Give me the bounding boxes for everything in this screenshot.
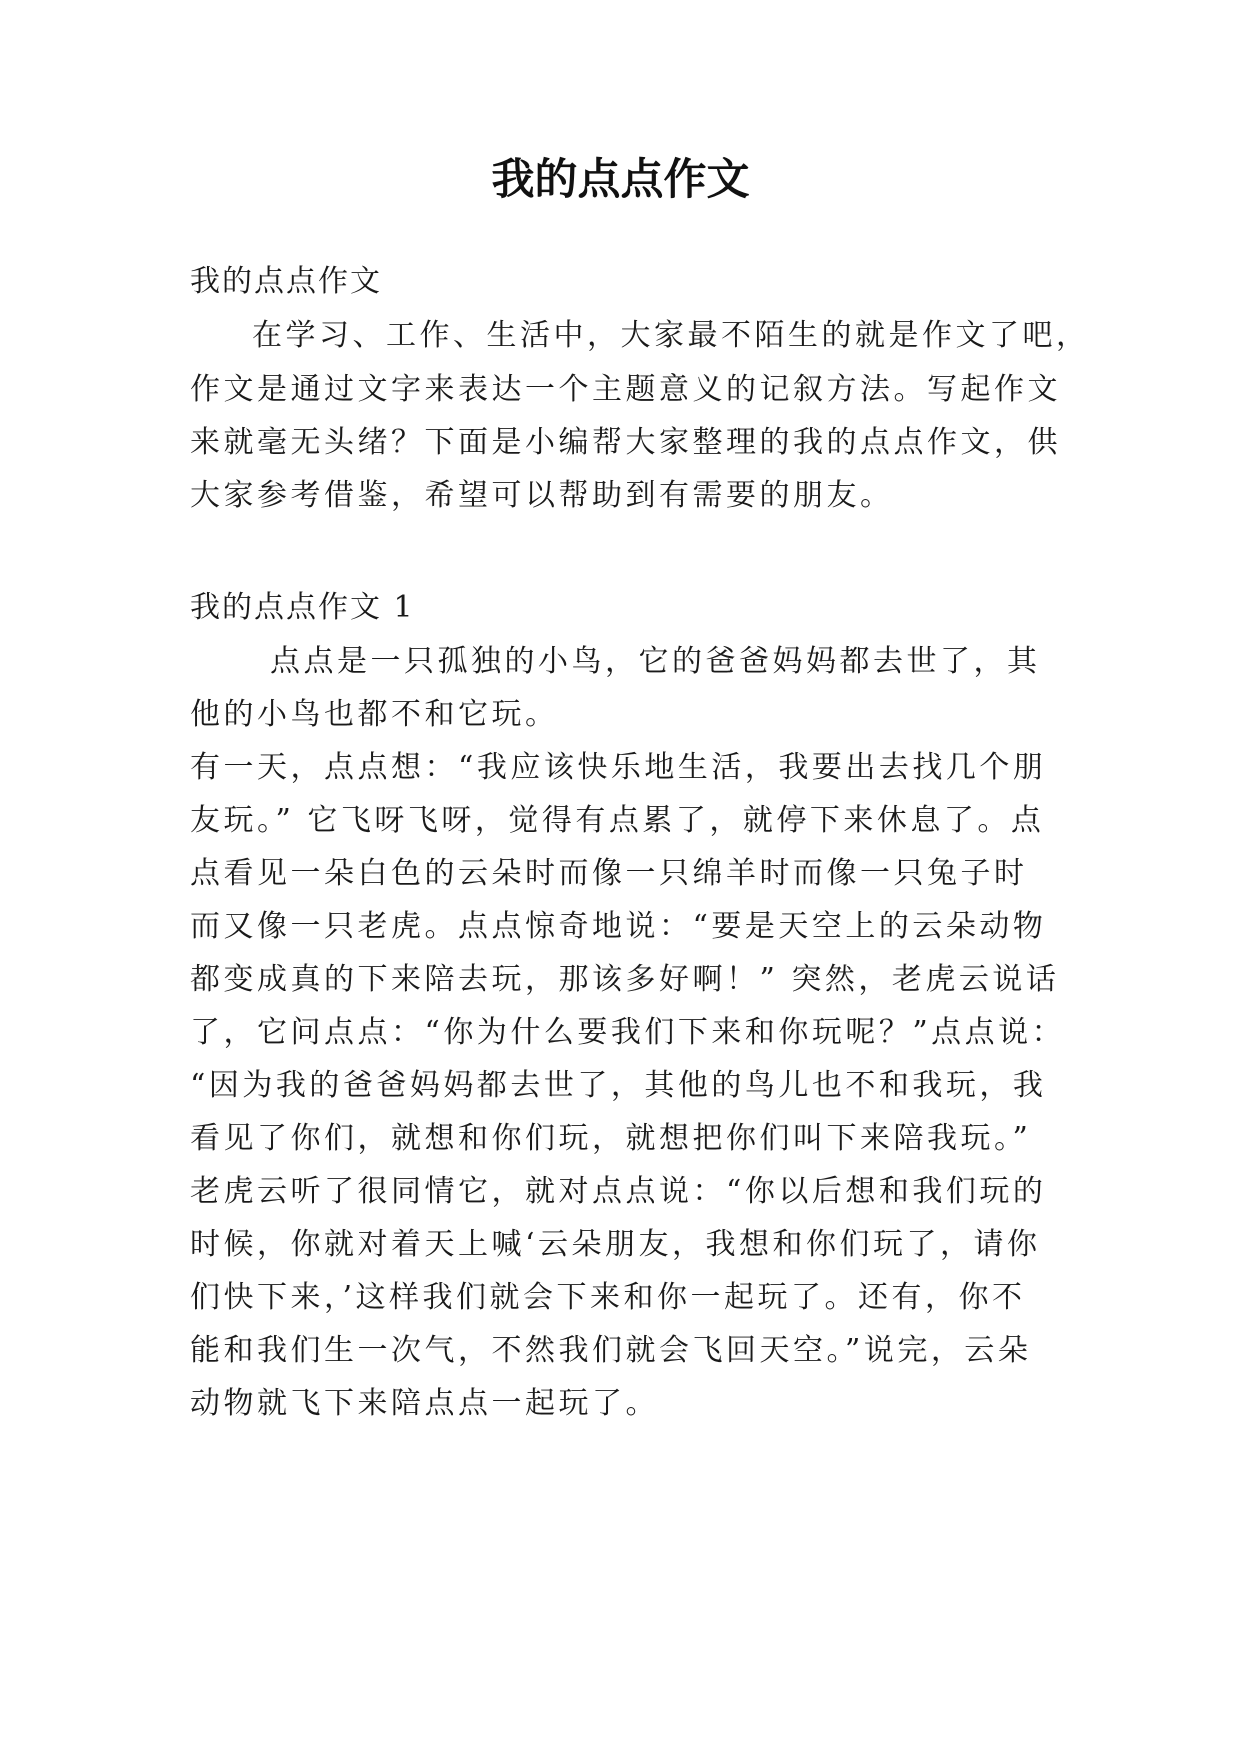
intro-line: 作文是通过文字来表达一个主题意义的记叙方法。写起作文 bbox=[190, 372, 1061, 407]
document-title: 我的点点作文 bbox=[491, 155, 750, 205]
essay-line: 老虎云听了很同情它，就对点点说：“你以后想和我们玩的 bbox=[190, 1174, 1047, 1209]
essay-line: 动物就飞下来陪点点一起玩了。 bbox=[190, 1386, 659, 1421]
essay-line: “因为我的爸爸妈妈都去世了，其他的鸟儿也不和我玩，我 bbox=[190, 1068, 1047, 1103]
intro-line: 大家参考借鉴，希望可以帮助到有需要的朋友。 bbox=[190, 478, 894, 513]
essay-line: 而又像一只老虎。点点惊奇地说：“要是天空上的云朵动物 bbox=[190, 909, 1047, 944]
essay-line: 都变成真的下来陪去玩，那该多好啊！” 突然，老虎云说话 bbox=[190, 962, 1060, 997]
essay-line: 友玩。” 它飞呀飞呀，觉得有点累了，就停下来休息了。点 bbox=[190, 803, 1045, 838]
intro-line: 在学习、工作、生活中，大家最不陌生的就是作文了吧， bbox=[252, 318, 1090, 353]
essay-line: 们快下来，’这样我们就会下来和你一起玩了。还有，你不 bbox=[190, 1280, 1026, 1315]
essay-line: 能和我们生一次气，不然我们就会飞回天空。”说完，云朵 bbox=[190, 1333, 1032, 1368]
essay-line: 了，它问点点：“你为什么要我们下来和你玩呢？”点点说： bbox=[190, 1015, 1066, 1050]
essay-line: 时候，你就对着天上喊‘云朵朋友，我想和你们玩了，请你 bbox=[190, 1227, 1041, 1262]
essay-line: 点看见一朵白色的云朵时而像一只绵羊时而像一只兔子时 bbox=[190, 856, 1028, 891]
essay-line: 有一天，点点想：“我应该快乐地生活，我要出去找几个朋 bbox=[190, 750, 1047, 785]
intro-heading: 我的点点作文 bbox=[190, 264, 382, 299]
essay-line: 看见了你们，就想和你们玩，就想把你们叫下来陪我玩。” bbox=[190, 1121, 1032, 1156]
intro-line: 来就毫无头绪？下面是小编帮大家整理的我的点点作文，供 bbox=[190, 425, 1061, 460]
essay-heading: 我的点点作文 1 bbox=[190, 590, 415, 625]
essay-line: 点点是一只孤独的小鸟，它的爸爸妈妈都去世了，其 bbox=[270, 644, 1041, 679]
essay-line: 他的小鸟也都不和它玩。 bbox=[190, 697, 559, 732]
